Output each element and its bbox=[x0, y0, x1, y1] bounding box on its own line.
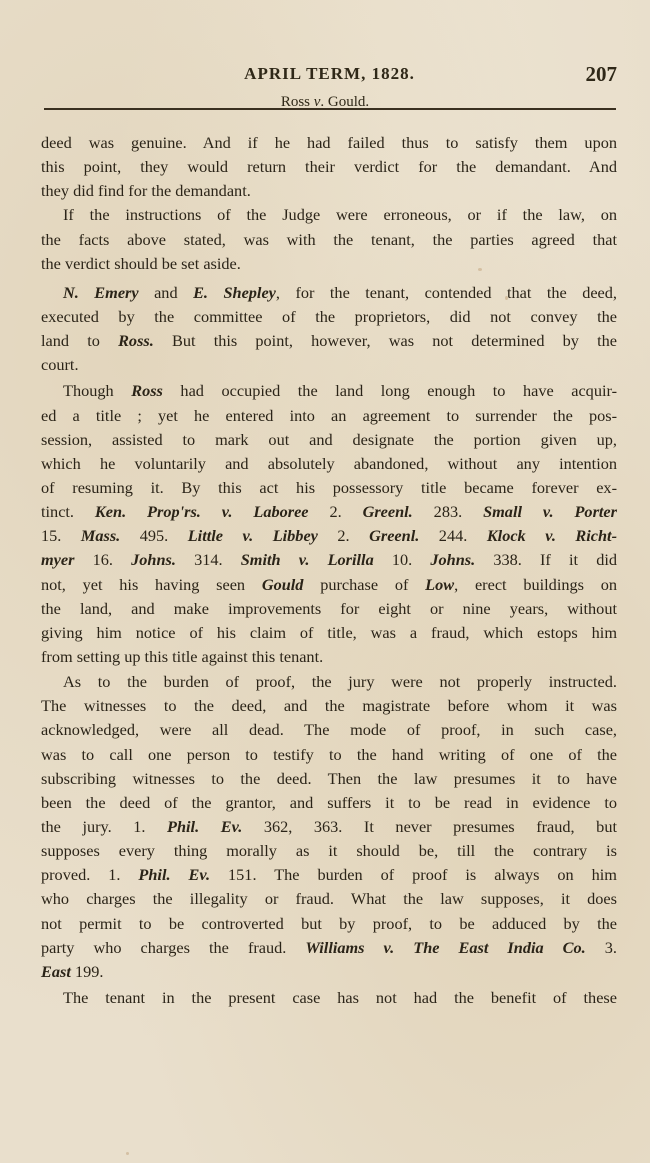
citation-case: Little v. Libbey bbox=[187, 526, 318, 546]
paragraph-6 bbox=[41, 986, 617, 1010]
text-line: who charges the illegality or fraud. What the law supposes, it does bbox=[41, 889, 617, 909]
text-run: had occupied the land long enough to have acquir- bbox=[162, 381, 617, 401]
party-name: Ross bbox=[131, 381, 163, 401]
case-title-party-2: . Gould. bbox=[320, 94, 370, 110]
text-line bbox=[41, 524, 617, 548]
text-line: the land, and make improvements for eight or nine years, without bbox=[41, 598, 617, 618]
text-line: ed a title ; yet he entered into an agreement to surrender the pos- bbox=[41, 405, 617, 425]
paper-stain bbox=[126, 1152, 129, 1155]
paper-stain bbox=[505, 296, 508, 300]
party-name: Ross. bbox=[118, 331, 154, 351]
text-run: 2. bbox=[317, 526, 370, 546]
text-line: not permit to be controverted but by proof, to be adduced by the bbox=[41, 913, 617, 933]
paragraph-4 bbox=[41, 379, 617, 669]
party-name: Gould bbox=[261, 574, 304, 594]
text-line: The tenant in the present case has not had the benefit of these bbox=[63, 987, 617, 1007]
paragraph-5 bbox=[41, 670, 617, 984]
text-run: 151. The burden of proof is always on him bbox=[210, 865, 617, 885]
paragraph-2 bbox=[41, 203, 617, 275]
text-run: 362, 363. It never presumes fraud, but bbox=[242, 816, 617, 836]
text-line: The witnesses to the deed, and the magistrate before whom it was bbox=[41, 696, 617, 716]
text-line: been the deed of the grantor, and suffers it to be read in evidence to bbox=[41, 792, 617, 812]
text-line: was to call one person to testify to the hand writing of one of the bbox=[41, 744, 617, 764]
text-line bbox=[41, 960, 617, 984]
party-name: Low bbox=[425, 574, 455, 594]
text-line: they did find for the demandant. bbox=[41, 181, 251, 201]
text-run: 2. bbox=[308, 502, 363, 522]
text-line bbox=[41, 281, 617, 305]
citation-reporter: Phil. Ev. bbox=[138, 865, 211, 885]
text-line: court. bbox=[41, 355, 79, 375]
text-line bbox=[41, 379, 617, 403]
text-run: 314. bbox=[175, 550, 241, 570]
text-line: this point, they would return their verdict for the demandant. And bbox=[41, 157, 617, 177]
text-line: which he voluntarily and absolutely abandoned, without any intention bbox=[41, 453, 617, 473]
text-line bbox=[41, 500, 617, 524]
citation-case: Small v. Porter bbox=[483, 502, 617, 522]
text-line bbox=[41, 548, 617, 572]
text-line: supposes every thing morally as it should be, till the contrary is bbox=[41, 841, 617, 861]
citation-reporter: Johns. bbox=[131, 550, 176, 570]
text-line: If the instructions of the Judge were erroneous, or if the law, on bbox=[63, 205, 617, 225]
text-run: proved. 1. bbox=[41, 865, 139, 885]
text-run: 199. bbox=[70, 961, 104, 981]
citation-reporter: Mass. bbox=[80, 526, 121, 546]
text-run: , erect buildings on bbox=[454, 574, 618, 594]
running-head bbox=[42, 64, 617, 94]
citation-case: Klock v. Richt- bbox=[486, 526, 618, 546]
text-run: not, yet his having seen bbox=[41, 574, 262, 594]
text-line: subscribing witnesses to the deed. Then the law presumes it to have bbox=[41, 768, 617, 788]
text-run: But this point, however, was not determined by the bbox=[153, 331, 617, 351]
text-run: 15. bbox=[41, 526, 81, 546]
citation-case: Williams v. The East India Co. bbox=[305, 937, 586, 957]
text-line: of resuming it. By this act his possessory title became forever ex- bbox=[41, 477, 617, 497]
counsel-name: E. Shepley bbox=[193, 282, 276, 302]
text-run: 16. bbox=[74, 550, 132, 570]
paper-stain bbox=[478, 268, 482, 271]
text-line: the verdict should be set aside. bbox=[41, 253, 241, 273]
running-title: APRIL TERM, 1828. bbox=[244, 64, 415, 83]
counsel-name: N. Emery bbox=[63, 282, 139, 302]
text-run: the jury. 1. bbox=[41, 816, 168, 836]
citation-reporter: East bbox=[41, 961, 71, 981]
text-line: As to the burden of proof, the jury were not properly instructed. bbox=[63, 672, 617, 692]
text-line bbox=[41, 815, 617, 839]
citation-case: Ken. Prop'rs. v. Laboree bbox=[94, 502, 309, 522]
text-line: from setting up this title against this tenant. bbox=[41, 646, 324, 666]
citation-case: myer bbox=[41, 550, 75, 570]
text-line: session, assisted to mark out and designate the portion given up, bbox=[41, 429, 617, 449]
text-line: executed by the committee of the proprietors, did not convey the bbox=[41, 306, 617, 326]
text-run: 244. bbox=[419, 526, 487, 546]
paragraph-1 bbox=[41, 131, 617, 203]
text-line: giving him notice of his claim of title, was a fraud, which estops him bbox=[41, 622, 617, 642]
text-line: deed was genuine. And if he had failed thus to satisfy them upon bbox=[41, 133, 617, 152]
page-number: 207 bbox=[585, 62, 617, 86]
text-run: 10. bbox=[373, 550, 431, 570]
text-run: 283. bbox=[412, 502, 484, 522]
text-line bbox=[41, 863, 617, 887]
text-run: party who charges the fraud. bbox=[41, 937, 306, 957]
citation-case: Smith v. Lorilla bbox=[240, 550, 374, 570]
citation-reporter: Greenl. bbox=[369, 526, 420, 546]
paragraph-3 bbox=[41, 281, 617, 378]
text-run: 495. bbox=[120, 526, 188, 546]
text-line: acknowledged, were all dead. The mode of proof, in such case, bbox=[41, 720, 617, 740]
text-run: 338. If it did bbox=[475, 550, 618, 570]
text-line bbox=[41, 573, 617, 597]
text-run: and bbox=[138, 282, 194, 302]
text-run: 3. bbox=[585, 937, 617, 957]
text-line bbox=[41, 329, 617, 353]
text-line bbox=[41, 936, 617, 960]
case-title-party-1: Ross bbox=[280, 94, 314, 110]
citation-reporter: Phil. Ev. bbox=[167, 816, 243, 836]
text-run: , for the tenant, contended that the deed, bbox=[275, 282, 617, 302]
text-run: tinct. bbox=[41, 502, 95, 522]
text-line: the facts above stated, was with the tenant, the parties agreed that bbox=[41, 229, 617, 249]
text-run: land to bbox=[41, 331, 119, 351]
citation-reporter: Greenl. bbox=[362, 502, 413, 522]
text-run: purchase of bbox=[303, 574, 426, 594]
case-title-versus: v bbox=[313, 94, 321, 110]
body-text bbox=[41, 131, 617, 1010]
text-run: Though bbox=[63, 381, 132, 401]
citation-reporter: Johns. bbox=[430, 550, 476, 570]
case-title bbox=[0, 94, 650, 111]
